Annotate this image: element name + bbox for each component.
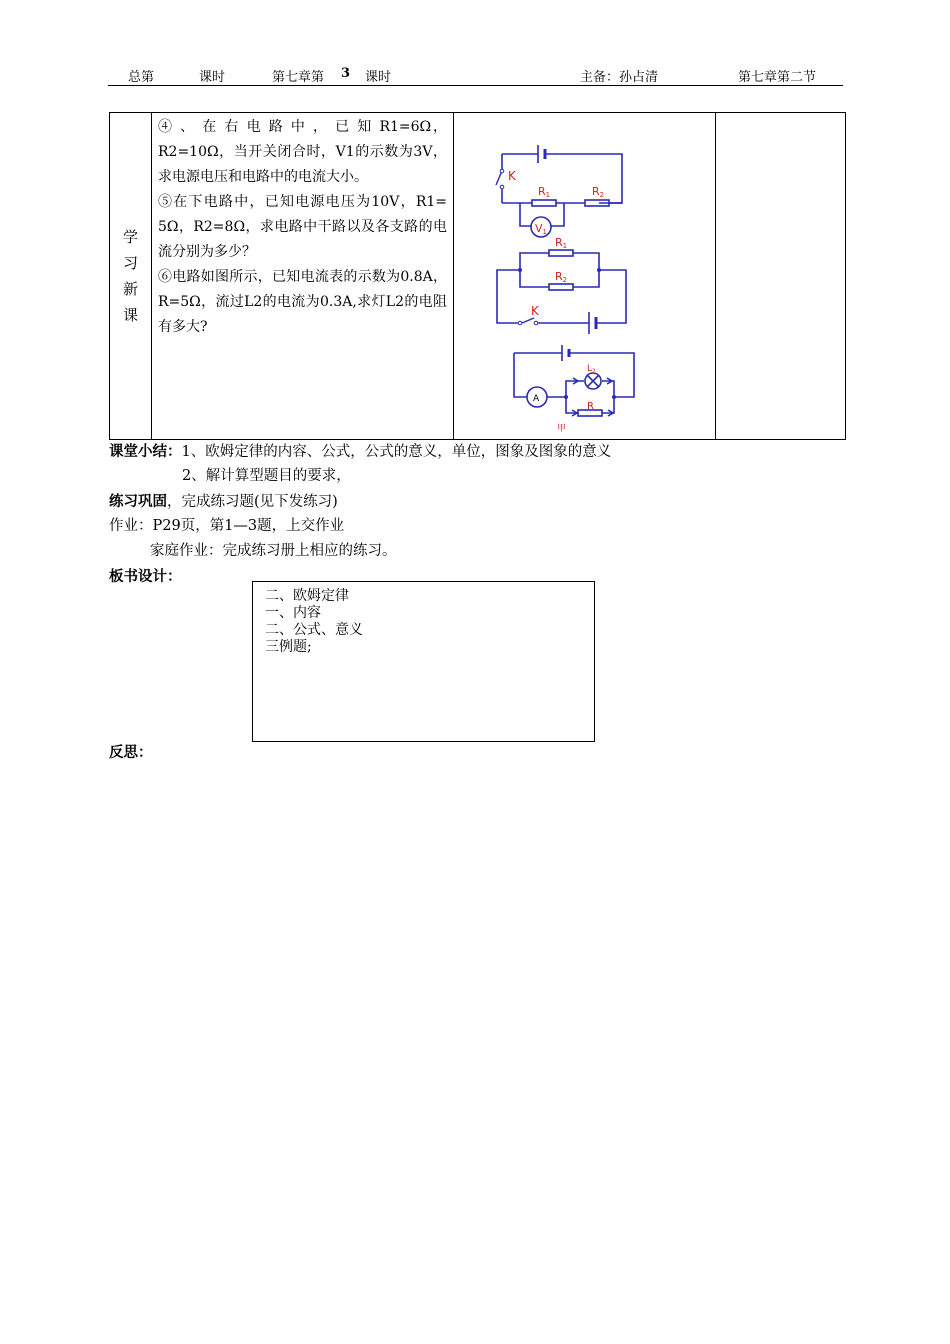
board-design-box: [252, 581, 595, 742]
circuit-diagrams: [454, 113, 716, 439]
r1-label: R1: [555, 236, 568, 250]
side-label-char: 新: [122, 280, 138, 298]
header-chapter-suffix: 课时: [365, 70, 392, 85]
summary-line-2: 2、解计算型题目的要求，: [182, 468, 351, 484]
summary-line-1: [109, 439, 611, 465]
resistor-r2-symbol: [549, 284, 573, 290]
junction-dot: [597, 268, 601, 272]
lamp-l2-label: $L_2$: [587, 364, 596, 375]
header-author: 主备：孙占清: [580, 70, 659, 85]
side-label-cell: [110, 113, 152, 440]
resistor-r1-symbol: [549, 250, 573, 256]
voltmeter-label: V1: [535, 222, 547, 236]
reflection-label: 反思：: [109, 744, 153, 761]
practice-line: [109, 489, 338, 515]
r1-label: R1: [538, 185, 551, 199]
side-label-char: 课: [122, 306, 138, 324]
switch-k-label: K: [508, 169, 516, 183]
junction-dot: [564, 395, 568, 399]
practice-text: ，完成练习题(见下发练习): [167, 494, 338, 510]
home-homework-line: 家庭作业：完成练习册上相应的练习。: [150, 543, 397, 559]
question-6: ⑥电路如图所示，已知电流表的示数为0.8A，R=5Ω，流过L2的电流为0.3A,求灯L2的电阻有多大?: [158, 269, 447, 335]
switch-k2-label: K: [531, 304, 539, 318]
question-5: ⑤在下电路中，已知电源电压为10V，R1= 5Ω，R2=8Ω，求电路中干路以及各支路的电流分别为多少？: [158, 194, 447, 260]
side-label-char: 习: [122, 254, 138, 272]
header-chapter-num: 3: [341, 66, 351, 81]
questions-cell: [152, 113, 454, 440]
board-line: 三例题;: [265, 639, 312, 655]
board-design-label: 板书设计：: [109, 568, 182, 585]
circuit-3: [514, 345, 634, 416]
question-4: ④ 、 在 右 电 路 中 ， 已 知 R1=6Ω，R2=10Ω，当开关闭合时，V1的示数为3V，求电源电压和电路中的电流大小。: [158, 119, 447, 185]
junction-dot: [612, 395, 616, 399]
header-chapter-prefix: 第七章第: [272, 70, 325, 85]
notes-cell: [716, 113, 846, 440]
summary-label: 课堂小结：: [109, 443, 182, 460]
circuit-3-caption: 甲: [557, 424, 567, 434]
header-total: 总第: [128, 70, 155, 85]
header-rule: [108, 85, 843, 86]
header-lesson: 课时: [199, 70, 226, 85]
side-label-char: 学: [122, 228, 138, 246]
r2-label: R2: [592, 185, 605, 199]
junction-dot: [518, 268, 522, 272]
ammeter-label: A: [533, 394, 540, 404]
board-line: 一、内容: [265, 605, 321, 621]
lesson-table: [109, 112, 846, 440]
board-line: 二、公式、意义: [265, 622, 363, 638]
header-section: 第七章第二节: [738, 70, 817, 85]
summary-text-1: 1、欧姆定律的内容、公式，公式的意义，单位，图象及图象的意义: [181, 444, 612, 460]
circuit-2: [497, 250, 626, 334]
switch-k2-blade: [522, 318, 534, 323]
homework-line: 作业：P29页，第1—3题，上交作业: [109, 518, 345, 534]
r2-label: R2: [555, 270, 568, 284]
resistor-r1-symbol: [532, 200, 556, 206]
practice-label: 练习巩固: [109, 493, 167, 510]
resistor-r-label: R: [587, 401, 594, 412]
circuit-cell: [454, 113, 716, 440]
board-line: 二、欧姆定律: [265, 588, 349, 604]
